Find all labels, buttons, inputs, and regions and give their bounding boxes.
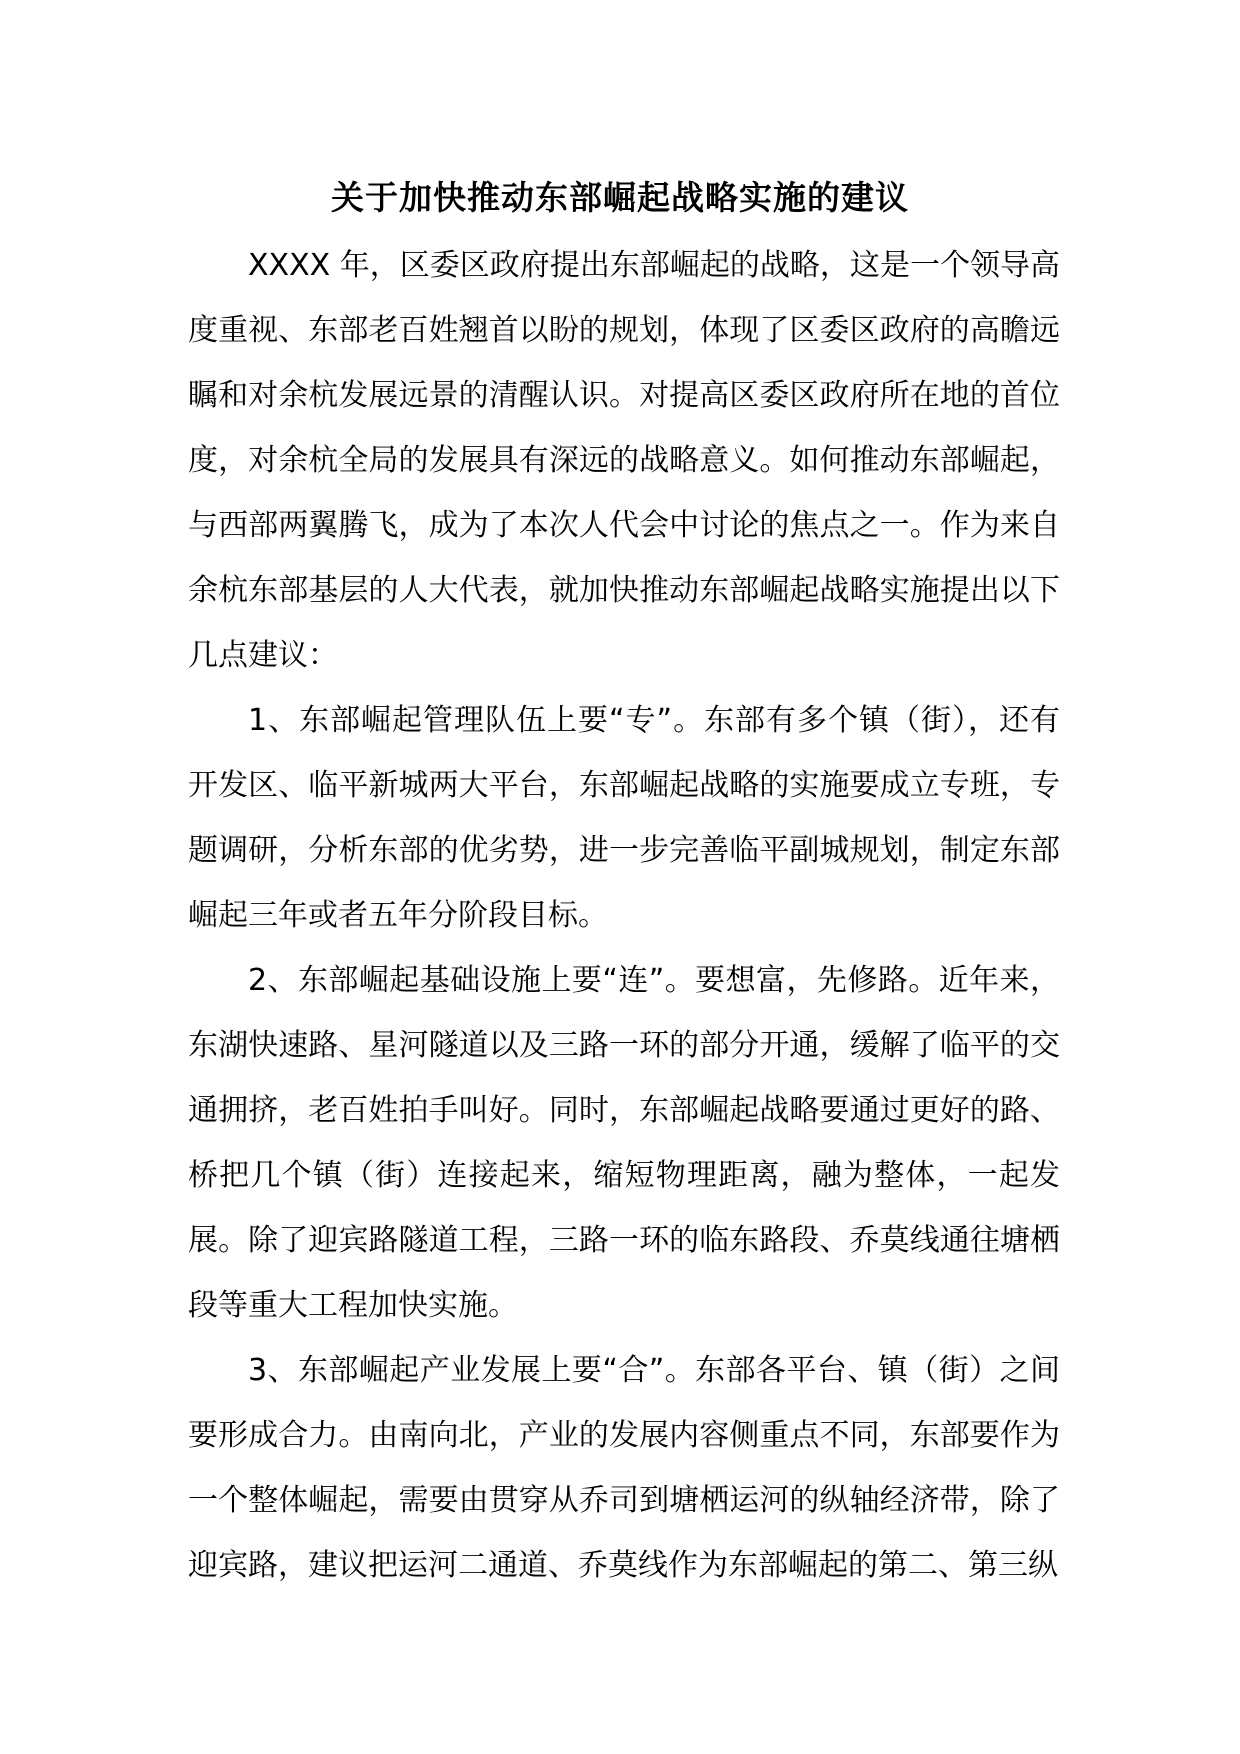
paragraph-point-2: 2、东部崛起基础设施上要“连”。要想富，先修路。近年来，东湖快速路、星河隧道以及三路一环的部分开通，缓解了临平的交通拥挤，老百姓拍手叫好。同时，东部崛起战略要通过更好的路、桥把几个镇（街）连接起来，缩短物理距离，融为整体，一起发展。除了迎宾路隧道工程，三路一环的临东路段、乔莫线通往塘栖段等重大工程加快实施。 bbox=[188, 963, 1060, 1323]
document-body bbox=[188, 233, 1060, 1598]
paragraph-point-1: 1、东部崛起管理队伍上要“专”。东部有多个镇（街），还有开发区、临平新城两大平台，东部崛起战略的实施要成立专班，专题调研，分析东部的优劣势，进一步完善临平副城规划，制定东部崛起三年或者五年分阶段目标。 bbox=[188, 703, 1060, 933]
paragraph-intro: XXXX 年，区委区政府提出东部崛起的战略，这是一个领导高度重视、东部老百姓翘首以盼的规划，体现了区委区政府的高瞻远瞩和对余杭发展远景的清醒认识。对提高区委区政府所在地的首位度，对余杭全局的发展具有深远的战略意义。如何推动东部崛起，与西部两翼腾飞，成为了本次人代会中讨论的焦点之一。作为来自余杭东部基层的人大代表，就加快推动东部崛起战略实施提出以下几点建议： bbox=[188, 248, 1060, 673]
document-title: 关于加快推动东部崛起战略实施的建议 bbox=[331, 178, 909, 217]
paragraph-point-3: 3、东部崛起产业发展上要“合”。东部各平台、镇（街）之间要形成合力。由南向北，产业的发展内容侧重点不同，东部要作为一个整体崛起，需要由贯穿从乔司到塘栖运河的纵轴经济带，除了迎宾路，建议把运河二通道、乔莫线作为东部崛起的第二、第三纵 bbox=[188, 1353, 1060, 1583]
